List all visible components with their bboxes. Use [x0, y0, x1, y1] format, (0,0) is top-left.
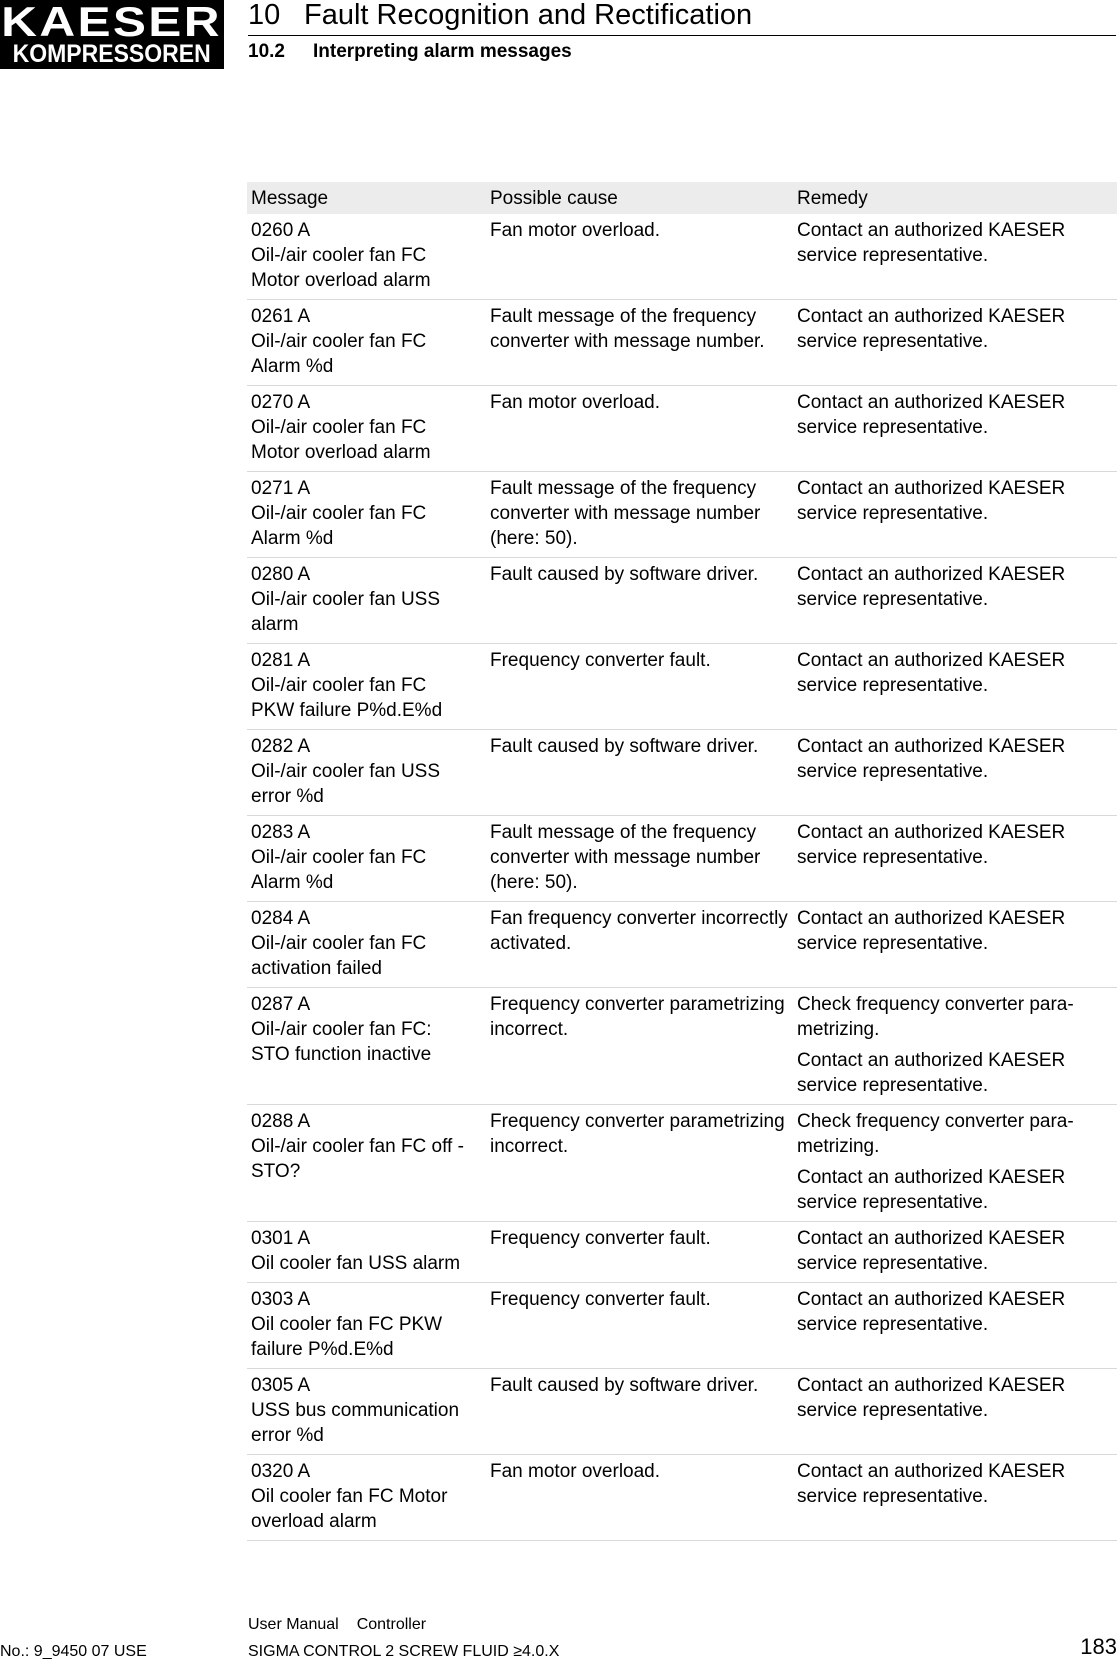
table-row [247, 816, 1117, 902]
table-row [247, 730, 1117, 816]
message-cell [247, 1369, 486, 1455]
message-cell [247, 1283, 486, 1369]
logo-brand-top: KAESER [1, 0, 223, 45]
possible-cause-text: Fan motor overload. [490, 392, 661, 413]
alarm-text-line: Alarm %d [251, 356, 334, 377]
remedy-cell [793, 1105, 1117, 1222]
message-cell [247, 300, 486, 386]
alarm-text-line: Oil-/air cooler fan USS [251, 761, 441, 782]
table-row [247, 902, 1117, 988]
remedy-cell [793, 644, 1117, 730]
alarm-text-line: PKW failure P%d.E%d [251, 700, 443, 721]
remedy-text: Contact an authorized KAESER service representative. [797, 1167, 1066, 1213]
table-row [247, 1105, 1117, 1222]
alarm-code: 0284 A [251, 908, 311, 929]
remedy-cell [793, 1222, 1117, 1283]
alarm-code: 0280 A [251, 564, 311, 585]
remedy-text: Contact an authorized KAESER service representative. [797, 1050, 1066, 1096]
remedy-cell [793, 472, 1117, 558]
possible-cause-cell [486, 1283, 793, 1369]
remedy-text: Contact an authorized KAESER service representative. [797, 736, 1066, 782]
possible-cause-text: Fault message of the frequency converter with message number (here: 50). [490, 822, 761, 893]
remedy-cell [793, 300, 1117, 386]
alarm-text-line: Alarm %d [251, 872, 334, 893]
remedy-text: Contact an authorized KAESER service representative. [797, 650, 1066, 696]
alarm-code: 0270 A [251, 392, 311, 413]
possible-cause-text: Fan motor overload. [490, 1461, 661, 1482]
remedy-cell [793, 558, 1117, 644]
table-header-row [247, 182, 1117, 214]
remedy-cell [793, 730, 1117, 816]
alarm-text-line: Oil-/air cooler fan FC: [251, 1019, 432, 1040]
table-row [247, 1455, 1117, 1541]
possible-cause-cell [486, 214, 793, 300]
remedy-cell [793, 1283, 1117, 1369]
possible-cause-cell [486, 1105, 793, 1222]
message-cell [247, 816, 486, 902]
section-title: Interpreting alarm messages [313, 41, 572, 62]
possible-cause-text: Fault message of the frequency converter with message number (here: 50). [490, 478, 761, 549]
possible-cause-cell [486, 386, 793, 472]
remedy-text: Contact an authorized KAESER service representative. [797, 822, 1066, 868]
message-cell [247, 1222, 486, 1283]
remedy-text: Contact an authorized KAESER service representative. [797, 478, 1066, 524]
alarm-text-line: Motor overload alarm [251, 270, 431, 291]
remedy-text: Contact an authorized KAESER service representative. [797, 1461, 1066, 1507]
remedy-text: Contact an authorized KAESER service representative. [797, 1375, 1066, 1421]
remedy-cell [793, 1455, 1117, 1541]
possible-cause-cell [486, 988, 793, 1105]
alarm-text-line: failure P%d.E%d [251, 1339, 394, 1360]
manual-subject: Controller [356, 1616, 427, 1633]
alarm-code: 0301 A [251, 1228, 311, 1249]
possible-cause-text: Frequency converter fault. [490, 1289, 711, 1310]
possible-cause-text: Frequency converter parametrizing incorrect. [490, 1111, 785, 1157]
possible-cause-cell [486, 644, 793, 730]
table-row [247, 1369, 1117, 1455]
product-name: SIGMA CONTROL 2 SCREW FLUID ≥4.0.X [248, 1643, 560, 1660]
alarm-code: 0287 A [251, 994, 311, 1015]
kaeser-logo [0, 0, 224, 69]
alarm-text-line: Motor overload alarm [251, 442, 431, 463]
manual-type: User Manual [248, 1616, 339, 1633]
alarm-code: 0260 A [251, 220, 311, 241]
alarm-text-line: Oil-/air cooler fan FC off - [251, 1136, 464, 1157]
remedy-cell [793, 214, 1117, 300]
message-cell [247, 1455, 486, 1541]
remedy-cell [793, 816, 1117, 902]
possible-cause-cell [486, 558, 793, 644]
alarm-text-line: Oil cooler fan USS alarm [251, 1253, 461, 1274]
table-row [247, 300, 1117, 386]
remedy-cell [793, 988, 1117, 1105]
column-header-possible-cause: Possible cause [486, 182, 793, 214]
message-cell [247, 730, 486, 816]
alarm-text-line: Oil-/air cooler fan FC [251, 331, 427, 352]
table-row [247, 1222, 1117, 1283]
alarm-text-line: Oil-/air cooler fan USS [251, 589, 441, 610]
message-cell [247, 214, 486, 300]
alarm-text-line: Oil-/air cooler fan FC [251, 847, 427, 868]
remedy-text: Check frequency converter parametrizing. [797, 1111, 1074, 1157]
alarm-text-line: overload alarm [251, 1511, 377, 1532]
table-row [247, 214, 1117, 300]
chapter-heading [248, 0, 1116, 36]
table-row [247, 988, 1117, 1105]
possible-cause-text: Fault message of the frequency converter with message number. [490, 306, 765, 352]
section-heading [248, 40, 572, 64]
message-cell [247, 558, 486, 644]
alarm-text-line: Oil-/air cooler fan FC [251, 933, 427, 954]
page-number: 183 [1080, 1634, 1117, 1659]
alarm-text-line: Oil-/air cooler fan FC [251, 675, 427, 696]
alarm-text-line: alarm [251, 614, 299, 635]
logo-brand-bottom: KOMPRESSOREN [12, 39, 212, 68]
table-row [247, 644, 1117, 730]
possible-cause-text: Fan frequency converter incorrectly activated. [490, 908, 788, 954]
message-cell [247, 1105, 486, 1222]
possible-cause-cell [486, 300, 793, 386]
possible-cause-cell [486, 816, 793, 902]
column-header-message: Message [247, 182, 486, 214]
alarm-messages-table [247, 182, 1117, 1541]
alarm-code: 0305 A [251, 1375, 311, 1396]
alarm-code: 0261 A [251, 306, 311, 327]
alarm-text-line: STO function inactive [251, 1044, 432, 1065]
table-row [247, 1283, 1117, 1369]
message-cell [247, 902, 486, 988]
manual-info [248, 1615, 426, 1635]
alarm-code: 0281 A [251, 650, 311, 671]
alarm-text-line: error %d [251, 1425, 324, 1446]
alarm-text-line: USS bus communication [251, 1400, 460, 1421]
document-number: No.: 9_9450 07 USE [0, 1643, 147, 1660]
table-row [247, 386, 1117, 472]
remedy-text: Contact an authorized KAESER service representative. [797, 1228, 1066, 1274]
message-cell [247, 386, 486, 472]
remedy-cell [793, 386, 1117, 472]
alarm-text-line: Oil-/air cooler fan FC [251, 245, 427, 266]
alarm-code: 0288 A [251, 1111, 311, 1132]
possible-cause-text: Frequency converter fault. [490, 1228, 711, 1249]
alarm-text-line: Oil cooler fan FC Motor [251, 1486, 448, 1507]
alarm-text-line: activation failed [251, 958, 382, 979]
remedy-text: Contact an authorized KAESER service representative. [797, 1289, 1066, 1335]
remedy-cell [793, 1369, 1117, 1455]
remedy-text: Contact an authorized KAESER service representative. [797, 306, 1066, 352]
alarm-code: 0271 A [251, 478, 311, 499]
section-number: 10.2 [248, 41, 285, 62]
possible-cause-cell [486, 1455, 793, 1541]
chapter-title: Fault Recognition and Rectification [304, 0, 753, 31]
alarm-text-line: Oil-/air cooler fan FC [251, 503, 427, 524]
alarm-code: 0320 A [251, 1461, 311, 1482]
possible-cause-cell [486, 730, 793, 816]
table-row [247, 558, 1117, 644]
remedy-text: Contact an authorized KAESER service representative. [797, 908, 1066, 954]
alarm-code: 0303 A [251, 1289, 311, 1310]
possible-cause-text: Fault caused by software driver. [490, 1375, 759, 1396]
message-cell [247, 988, 486, 1105]
possible-cause-text: Frequency converter parametrizing incorrect. [490, 994, 785, 1040]
alarm-text-line: Oil-/air cooler fan FC [251, 417, 427, 438]
table-row [247, 472, 1117, 558]
alarm-text-line: error %d [251, 786, 324, 807]
possible-cause-text: Fault caused by software driver. [490, 736, 759, 757]
possible-cause-text: Frequency converter fault. [490, 650, 711, 671]
alarm-code: 0283 A [251, 822, 311, 843]
alarm-text-line: STO? [251, 1161, 301, 1182]
remedy-text: Check frequency converter parametrizing. [797, 994, 1074, 1040]
possible-cause-text: Fault caused by software driver. [490, 564, 759, 585]
possible-cause-text: Fan motor overload. [490, 220, 661, 241]
message-cell [247, 644, 486, 730]
possible-cause-cell [486, 902, 793, 988]
remedy-text: Contact an authorized KAESER service representative. [797, 220, 1066, 266]
column-header-remedy: Remedy [793, 182, 1117, 214]
alarm-code: 0282 A [251, 736, 311, 757]
remedy-text: Contact an authorized KAESER service representative. [797, 392, 1066, 438]
possible-cause-cell [486, 1222, 793, 1283]
remedy-text: Contact an authorized KAESER service representative. [797, 564, 1066, 610]
possible-cause-cell [486, 472, 793, 558]
chapter-number: 10 [248, 0, 281, 31]
alarm-text-line: Oil cooler fan FC PKW [251, 1314, 443, 1335]
message-cell [247, 472, 486, 558]
remedy-cell [793, 902, 1117, 988]
possible-cause-cell [486, 1369, 793, 1455]
alarm-text-line: Alarm %d [251, 528, 334, 549]
